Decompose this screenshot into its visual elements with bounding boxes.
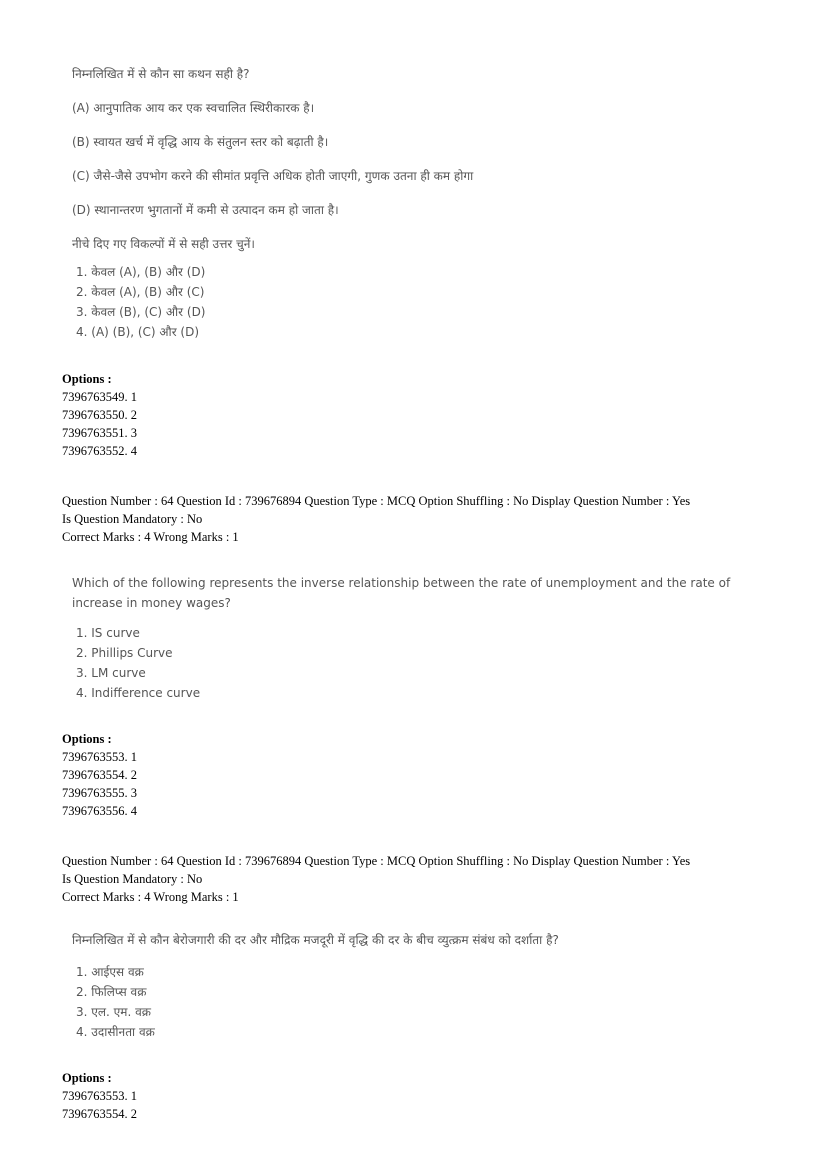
question-marks: Correct Marks : 4 Wrong Marks : 1: [62, 530, 239, 544]
choice-1: 1. आईएस वक्र: [76, 965, 144, 979]
choice-2: 2. केवल (A), (B) और (C): [76, 285, 205, 299]
option-id: 7396763553. 1: [62, 750, 137, 764]
options-heading: Options :: [62, 732, 112, 746]
question-intro: निम्नलिखित में से कौन सा कथन सही है?: [72, 67, 250, 81]
question-stem: Which of the following represents the inverse relationship between the rate of unemployment and the rate of increase in money wages?: [72, 576, 731, 610]
options-block-1: [62, 370, 137, 460]
option-id: 7396763553. 1: [62, 1089, 137, 1103]
statement-c: (C) जैसे-जैसे उपभोग करने की सीमांत प्रवृत्ति अधिक होती जाएगी, गुणक उतना ही कम होगा: [72, 169, 474, 183]
choice-list: [76, 623, 777, 703]
question-marks: Correct Marks : 4 Wrong Marks : 1: [62, 890, 239, 904]
choice-list: [76, 962, 559, 1042]
question-meta-line: Question Number : 64 Question Id : 739676894 Question Type : MCQ Option Shuffling : No Display Question Number : Yes: [62, 494, 691, 508]
statement-b: (B) स्वायत खर्च में वृद्धि आय के संतुलन स्तर को बढ़ाती है।: [72, 135, 329, 149]
statement-d: (D) स्थानान्तरण भुगतानों में कमी से उत्पादन कम हो जाता है।: [72, 203, 339, 217]
option-id: 7396763555. 3: [62, 786, 137, 800]
option-id: 7396763549. 1: [62, 390, 137, 404]
options-block-3: [62, 1069, 137, 1123]
question-meta-1: [62, 492, 690, 546]
options-heading: Options :: [62, 1071, 112, 1085]
option-id: 7396763556. 4: [62, 804, 137, 818]
choice-list: [76, 262, 473, 342]
choice-4: 4. Indifference curve: [76, 686, 201, 700]
option-id: 7396763554. 2: [62, 768, 137, 782]
question-meta-2: [62, 852, 690, 906]
question-mandatory: Is Question Mandatory : No: [62, 872, 203, 886]
choice-1: 1. IS curve: [76, 626, 140, 640]
choice-4: 4. (A) (B), (C) और (D): [76, 325, 200, 339]
option-id: 7396763550. 2: [62, 408, 137, 422]
options-heading: Options :: [62, 372, 112, 386]
option-id: 7396763552. 4: [62, 444, 137, 458]
option-id: 7396763554. 2: [62, 1107, 137, 1121]
statement-a: (A) आनुपातिक आय कर एक स्वचालित स्थिरीकारक है।: [72, 101, 315, 115]
question-stem: निम्नलिखित में से कौन बेरोजगारी की दर और मौद्रिक मजदूरी में वृद्धि की दर के बीच व्युत्क्रम संबंध को दर्शाता है?: [72, 933, 559, 947]
choice-2: 2. Phillips Curve: [76, 646, 173, 660]
question-meta-line: Question Number : 64 Question Id : 739676894 Question Type : MCQ Option Shuffling : No Display Question Number : Yes: [62, 854, 691, 868]
choice-4: 4. उदासीनता वक्र: [76, 1025, 155, 1039]
choice-3: 3. एल. एम. वक्र: [76, 1005, 151, 1019]
option-id: 7396763551. 3: [62, 426, 137, 440]
question-mandatory: Is Question Mandatory : No: [62, 512, 203, 526]
question-image-hindi: [72, 930, 559, 1042]
question-image-english: [72, 573, 777, 703]
question-image-hindi-statements: [72, 64, 473, 342]
choice-3: 3. LM curve: [76, 666, 146, 680]
choice-1: 1. केवल (A), (B) और (D): [76, 265, 206, 279]
instruction: नीचे दिए गए विकल्पों में से सही उत्तर चुनें।: [72, 237, 255, 251]
choice-2: 2. फिलिप्स वक्र: [76, 985, 147, 999]
choice-3: 3. केवल (B), (C) और (D): [76, 305, 206, 319]
options-block-2: [62, 730, 137, 820]
